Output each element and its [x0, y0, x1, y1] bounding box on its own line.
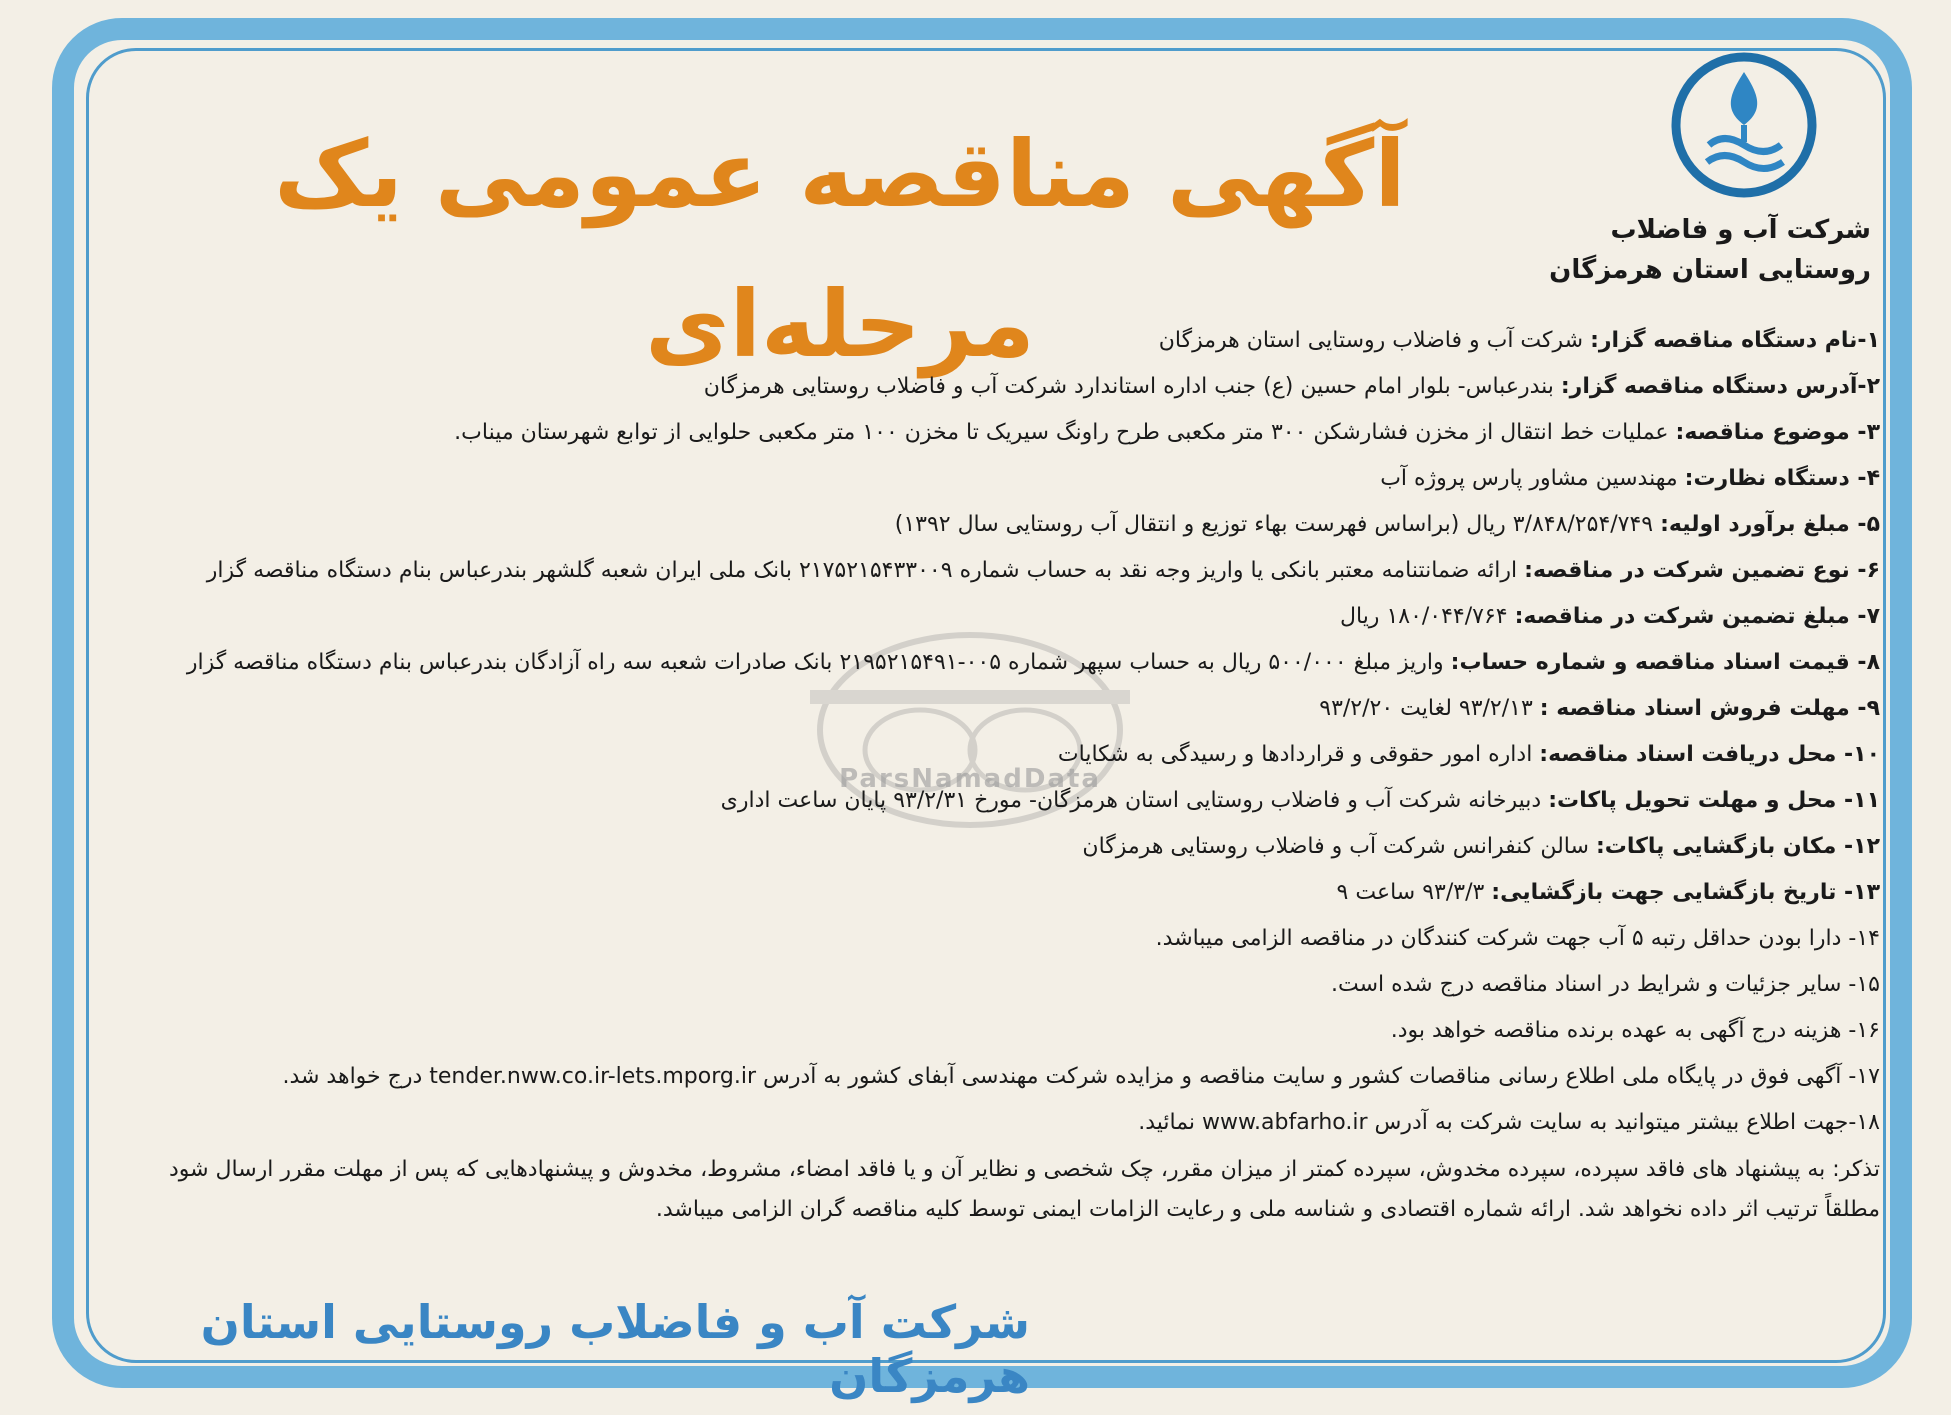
tender-item	[130, 548, 1880, 594]
item-text: ۱۶- هزینه درج آگهی به عهده برنده مناقصه خواهد بود.	[1390, 1018, 1880, 1043]
tender-item	[130, 778, 1880, 824]
tender-item	[130, 962, 1880, 1008]
tender-item	[130, 410, 1880, 456]
tender-item	[130, 916, 1880, 962]
tender-item	[130, 686, 1880, 732]
item-text: سالن کنفرانس شرکت آب و فاضلاب روستایی هرمزگان	[1082, 834, 1596, 859]
item-label: ۱۳- تاریخ بازگشایی جهت بازگشایی:	[1491, 880, 1880, 905]
item-label: ۶- نوع تضمین شرکت در مناقصه:	[1524, 558, 1880, 583]
item-text: ۹۳/۳/۳ ساعت ۹	[1336, 880, 1492, 905]
item-label: ۱۰- محل دریافت اسناد مناقصه:	[1539, 742, 1880, 767]
item-label: ۳- موضوع مناقصه:	[1675, 420, 1880, 445]
tender-item	[130, 364, 1880, 410]
item-label: ۱۲- مکان بازگشایی پاکات:	[1595, 834, 1880, 859]
item-text: ۱۷- آگهی فوق در پایگاه ملی اطلاع رسانی مناقصات کشور و سایت مناقصه و مزایده شرکت مهندسی آبفای کشور به آدرس tender.nww.co.ir-lets.mporg.ir درج خواهد شد.	[282, 1064, 1880, 1089]
tender-item	[130, 870, 1880, 916]
org-name-line2: روستایی استان هرمزگان	[1549, 255, 1871, 285]
item-text: ۱۸-جهت اطلاع بیشتر میتوانید به سایت شرکت به آدرس www.abfarho.ir نمائید.	[1138, 1110, 1880, 1135]
footer-org-name: شرکت آب و فاضلاب روستایی استان هرمزگان	[200, 1295, 1030, 1403]
tender-item	[130, 1054, 1880, 1100]
note-text: تذکر: به پیشنهاد های فاقد سپرده، سپرده مخدوش، سپرده کمتر از میزان مقرر، چک شخصی و نظایر آن و یا فاقد امضاء، مشروط، مخدوش و پیشنهادهایی که پس از مهلت مقرر ارسال شود مطلقاً ترتیب اثر داده نخواهد شد. ارائه شماره اقتصادی و شناسه ملی و رعایت الزامات ایمنی توسط کلیه مناقصه گران الزامی میباشد.	[168, 1157, 1880, 1222]
item-text: بندرعباس- بلوار امام حسین (ع) جنب اداره استاندارد شرکت آب و فاضلاب روستایی هرمزگان	[703, 374, 1561, 399]
item-label: ۹- مهلت فروش اسناد مناقصه :	[1539, 696, 1880, 721]
item-label: ۵- مبلغ برآورد اولیه:	[1660, 512, 1880, 537]
item-label: ۸- قیمت اسناد مناقصه و شماره حساب:	[1450, 650, 1880, 675]
item-text: عملیات خط انتقال از مخزن فشارشکن ۳۰۰ متر مکعبی طرح راونگ سیریک تا مخزن ۱۰۰ متر مکعبی حلوایی از توابع شهرستان میناب.	[454, 420, 1676, 445]
watermark-text: ParsNamadData	[839, 764, 1101, 794]
tender-item	[130, 502, 1880, 548]
item-label: ۱۱- محل و مهلت تحویل پاکات:	[1548, 788, 1880, 813]
item-label: ۴- دستگاه نظارت:	[1684, 466, 1880, 491]
tender-item	[130, 640, 1880, 686]
org-name-line1: شرکت آب و فاضلاب	[1610, 215, 1871, 245]
item-text: ۹۳/۲/۱۳ لغایت ۹۳/۲/۲۰	[1319, 696, 1540, 721]
tender-item	[130, 824, 1880, 870]
item-text: ۳/۸۴۸/۲۵۴/۷۴۹ ریال (براساس فهرست بهاء توزیع و انتقال آب روستایی سال ۱۳۹۲)	[894, 512, 1661, 537]
item-text: واریز مبلغ ۵۰۰/۰۰۰ ریال به حساب سپهر شماره ۰۰۵-۲۱۹۵۲۱۵۴۹۱ بانک صادرات شعبه سه راه آزادگان بندرعباس بنام دستگاه مناقصه گزار	[186, 650, 1451, 675]
item-text: ارائه ضمانتنامه معتبر بانکی یا واریز وجه نقد به حساب شماره ۲۱۷۵۲۱۵۴۳۳۰۰۹ بانک ملی ایران شعبه گلشهر بندرعباس بنام دستگاه مناقصه گزار	[206, 558, 1525, 583]
item-text: اداره امور حقوقی و قراردادها و رسیدگی به شکایات	[1057, 742, 1540, 767]
tender-details	[130, 318, 1880, 1230]
item-text: ۱۵- سایر جزئیات و شرایط در اسناد مناقصه درج شده است.	[1330, 972, 1880, 997]
item-label: ۱-نام دستگاه مناقصه گزار:	[1590, 328, 1880, 353]
water-logo-icon	[1669, 50, 1819, 200]
item-text: ۱۴- دارا بودن حداقل رتبه ۵ آب جهت شرکت کنندگان در مناقصه الزامی میباشد.	[1155, 926, 1880, 951]
tender-item	[130, 1008, 1880, 1054]
item-text: مهندسین مشاور پارس پروژه آب	[1380, 466, 1685, 491]
page-title: آگهی مناقصه عمومی یک مرحله‌ای	[274, 121, 1406, 378]
tender-item	[130, 456, 1880, 502]
tender-item	[130, 318, 1880, 364]
organization-name	[1531, 210, 1871, 290]
item-label: ۷- مبلغ تضمین شرکت در مناقصه:	[1514, 604, 1880, 629]
item-text: ۱۸۰/۰۴۴/۷۶۴ ریال	[1340, 604, 1515, 629]
tender-item	[130, 732, 1880, 778]
tender-item	[130, 594, 1880, 640]
tender-item	[130, 1100, 1880, 1146]
item-label: ۲-آدرس دستگاه مناقصه گزار:	[1560, 374, 1880, 399]
item-text: شرکت آب و فاضلاب روستایی استان هرمزگان	[1158, 328, 1591, 353]
item-text: دبیرخانه شرکت آب و فاضلاب روستایی استان هرمزگان- مورخ ۹۳/۲/۳۱ پایان ساعت اداری	[720, 788, 1549, 813]
